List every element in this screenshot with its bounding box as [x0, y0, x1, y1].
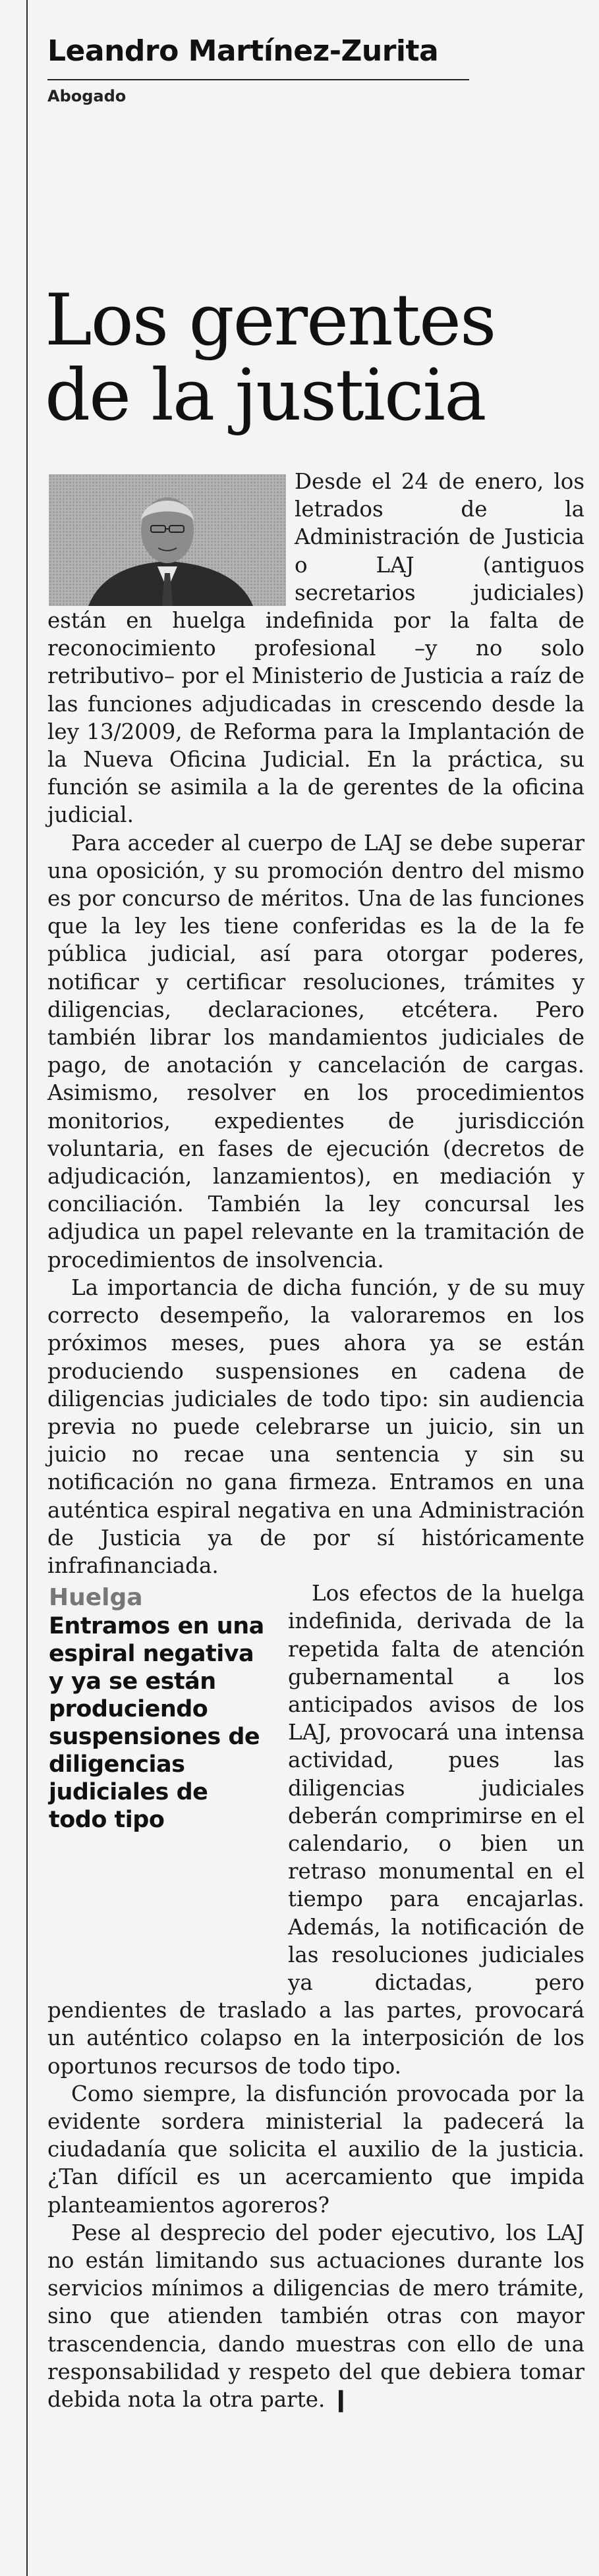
- paragraph-4: [47, 1579, 585, 2080]
- newspaper-column: [26, 0, 598, 2576]
- end-mark: ❙: [331, 2386, 350, 2413]
- paragraph-1: Desde el 24 de enero, los letrados de la Administración de Justicia o LAJ (antiguos secretarios judiciales) están en huelga indefinida por la falta de reconocimiento profesional –y no solo retributivo– por el Ministerio de Justicia a raíz de las funciones adjudicadas in crescendo desde la ley 13/2009, de Reforma para la Implantación de la Nueva Oficina Judicial. En la práctica, su función se asimila a la de gerentes de la oficina judicial.: [47, 469, 585, 828]
- byline: [47, 33, 456, 105]
- paragraph-4-text: Los efectos de la huelga indefinida, derivada de la repetida falta de atención gubernamental a los anticipados avisos de los LAJ, provocará una intensa actividad, pues las diligencias judiciales deberán comprimirse en el calendario, o bien un retraso monumental en el tiempo para encajarlas. Además, la notificación de las resoluciones judiciales ya dictadas, pero pendientes de traslado a las partes, provocará un auténtico colapso en la interposición de los oportunos recursos de todo tipo.: [47, 1581, 585, 2079]
- paragraph-6-text: Pese al desprecio del poder ejecutivo, los LAJ no están limitando sus actuaciones durante los servicios mínimos a diligencias de mero trámite, sino que atienden también otras con mayor trascendencia, dando muestras con ello de una responsabilidad y respeto del que debiera tomar debida nota la otra parte.: [47, 2220, 585, 2413]
- headline-line-1: Los gerentes: [45, 279, 496, 362]
- paragraph-6: [47, 2219, 585, 2413]
- pull-quote-label: Huelga: [49, 1584, 143, 1612]
- paragraph-5: Como siempre, la disfunción provocada por la evidente sordera ministerial la padecerá la ciudadanía que solicita el auxilio de la justicia. ¿Tan difícil es un acercamiento que impida planteamientos agoreros?: [47, 2081, 585, 2218]
- paragraph-3-text: La importancia de dicha función, y de su muy correcto desempeño, la valoraremos en los próximos meses, pues ahora ya se están produciendo suspensiones en cadena de diligencias judiciales de todo tipo: sin audiencia previa no puede celebrarse un juicio, sin un juicio no recae una sentencia y sin su notificación no gana firmeza. Entramos en una auténtica espiral negativa en una Administración de Justicia ya de por sí históricamente infrafinanciada.: [47, 1274, 585, 1578]
- author-role: Abogado: [47, 87, 127, 105]
- pull-quote-text: Entramos en una espiral negativa y ya se están produciendo suspensiones de diligencias judiciales de todo tipo: [49, 1613, 264, 1834]
- headline: [45, 279, 585, 437]
- paragraph-3: [47, 1274, 585, 1579]
- byline-divider: [47, 79, 469, 80]
- article-body: [47, 468, 585, 2413]
- headline-line-2: de la justicia: [45, 354, 486, 437]
- author-name: Leandro Martínez-Zurita: [47, 34, 439, 68]
- photo-spacer: [47, 468, 295, 606]
- pull-quote-spacer: [47, 1579, 288, 1994]
- paragraph-2: Para acceder al cuerpo de LAJ se debe superar una oposición, y su promoción dentro del mismo es por concurso de méritos. Una de las funciones que la ley les tiene conferidas es la de la fe pública judicial, así para otorgar poderes, notificar y certificar resoluciones, trámites y diligencias, declaraciones, etcétera. Pero también librar los mandamientos judiciales de pago, de anotación y cancelación de cargas. Asimismo, resolver en los procedimientos monitorios, expedientes de jurisdicción voluntaria, en fases de ejecución (decretos de adjudicación, lanzamientos), en mediación y conciliación. También la ley concursal les adjudica un papel relevante en la tramitación de procedimientos de insolvencia.: [47, 830, 585, 1273]
